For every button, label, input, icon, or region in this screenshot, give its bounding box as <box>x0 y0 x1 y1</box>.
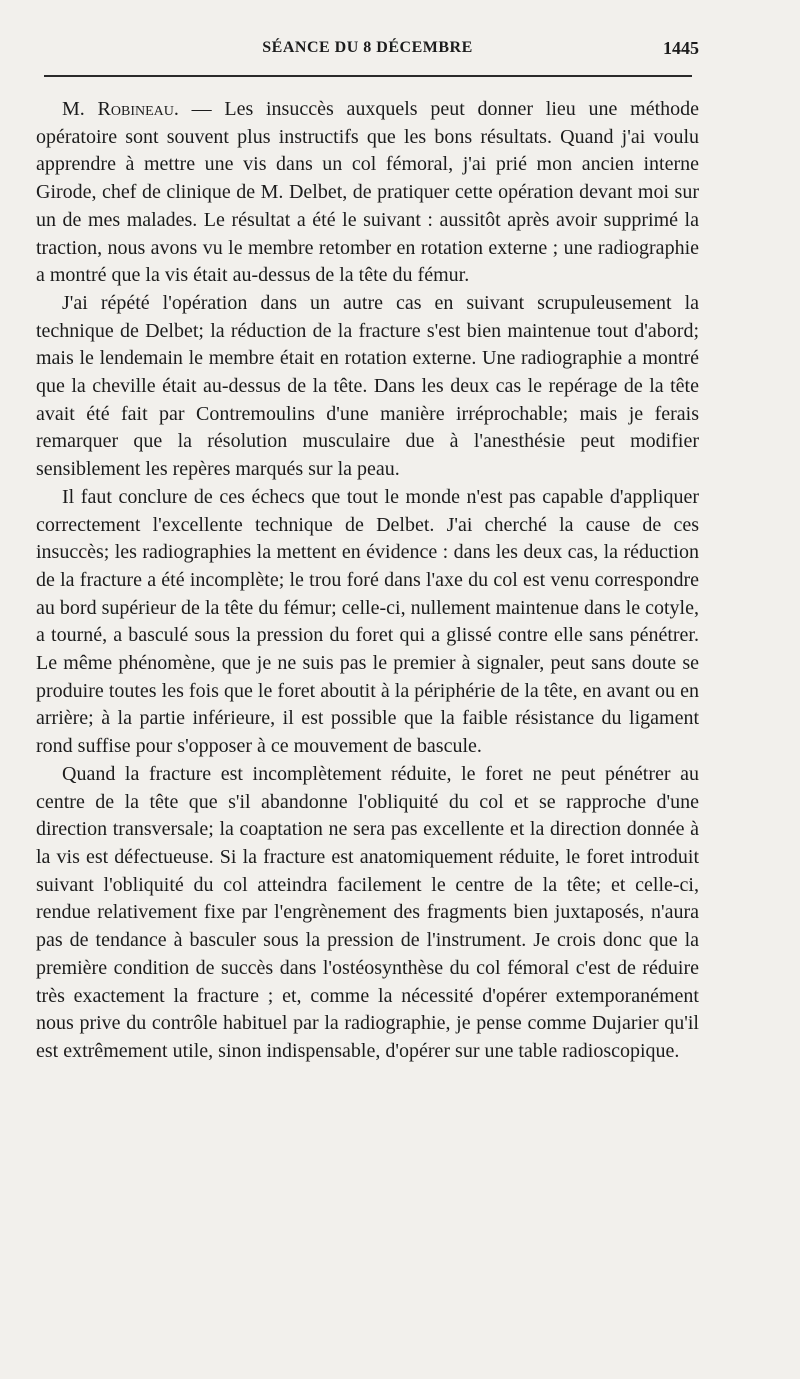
page-number: 1445 <box>663 38 699 58</box>
paragraph: J'ai répété l'opération dans un autre cas en suivant scrupuleusement la technique de Delbet; la réduction de la fracture s'est bien maintenue tout d'abord; mais le lendemain le membre était en rotation externe. Une radiographie a montré que la cheville était au-dessus de la tête. Dans les deux cas le repérage de la tête avait été fait par Contremoulins d'une manière irréprochable; mais je ferais remarquer que la résolution musculaire due à l'anesthésie peut modifier sensiblement les repères marqués sur la peau. <box>36 291 699 481</box>
paragraph: Quand la fracture est incomplètement réduite, le foret ne peut pénétrer au centre de la tête que s'il abandonne l'obliquité du col et se rapproche d'une direction transversale; la coaptation ne sera pas excellente et la direction donnée à la vis est défectueuse. Si la fracture est anatomiquement réduite, le foret introduit suivant l'obliquité du col atteindra facilement le centre de la tête; et celle-ci, rendue relativement fixe par l'engrènement des fragments bien juxtaposés, n'aura pas de tendance à basculer sous la pression de l'instrument. Je crois donc que la première condition de succès dans l'ostéosynthèse du col fémoral c'est de réduire très exactement la fracture ; et, comme la nécessité d'opérer extemporanément nous prive du contrôle habituel par la radiographie, je pense comme Dujarier qu'il est extrêmement utile, sinon indispensable, d'opérer sur une table radioscopique. <box>36 762 699 1062</box>
header-rule <box>44 75 692 77</box>
running-title: SÉANCE DU 8 DÉCEMBRE <box>262 39 473 56</box>
paragraph: Il faut conclure de ces échecs que tout le monde n'est pas capable d'appliquer correctement l'excellente technique de Delbet. J'ai cherché la cause de ces insuccès; les radiographies la mettent en évidence : dans les deux cas, la réduction de la fracture a été incomplète; le trou foré dans l'axe du col est venu correspondre au bord supérieur de la tête du fémur; celle-ci, nullement maintenue dans le cotyle, a tourné, a basculé sous la pression du foret qui a glissé contre elle sans pénétrer. Le même phénomène, que je ne suis pas le premier à signaler, peut sans doute se produire toutes les fois que le foret aboutit à la périphérie de la tête, en avant ou en arrière; à la partie inférieure, il est possible que la faible résistance du ligament rond suffise pour s'opposer à ce mouvement de bascule. <box>36 485 699 758</box>
speaker-name: M. Robineau. <box>62 98 179 120</box>
paragraph-text: — Les insuccès auxquels peut donner lieu une méthode opératoire sont souvent plus instructifs que les bons résultats. Quand j'ai voulu apprendre à mettre une vis dans un col fémoral, j'ai prié mon ancien interne Girode, chef de clinique de M. Delbet, de pratiquer cette opération devant moi sur un de mes malades. Le résultat a été le suivant : aussitôt après avoir supprimé la traction, nous avons vu le membre retomber en rotation externe ; une radiographie a montré que la vis était au-dessus de la tête du fémur. <box>36 98 700 287</box>
paragraph <box>36 96 699 290</box>
running-head <box>36 36 699 60</box>
article-body <box>36 96 699 1066</box>
